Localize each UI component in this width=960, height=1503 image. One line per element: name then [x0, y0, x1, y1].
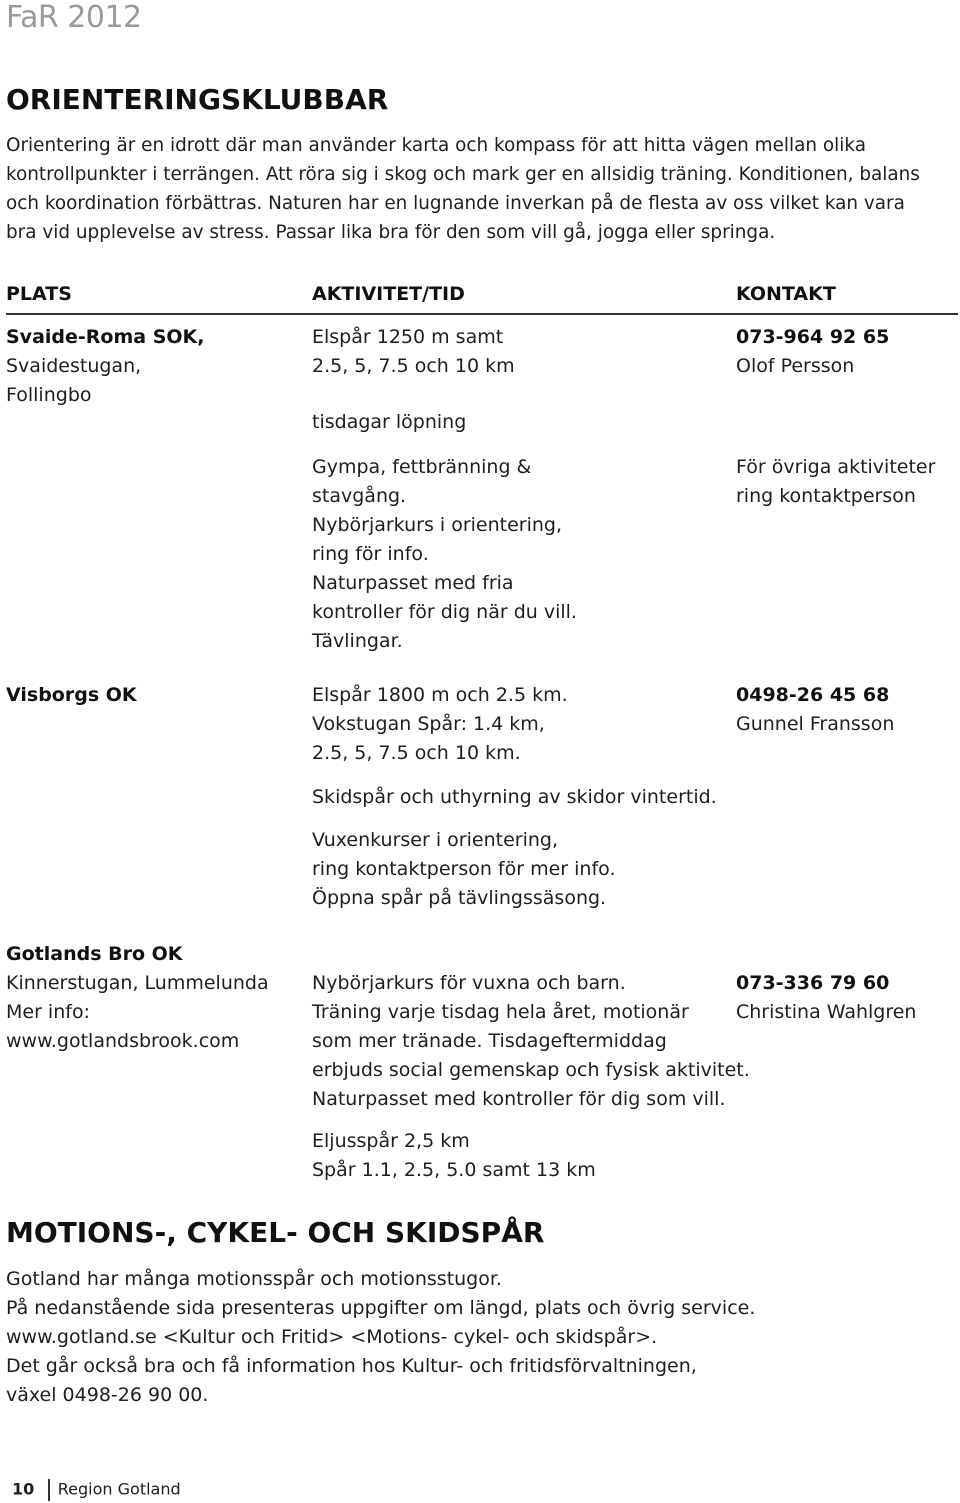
activity-line: Naturpasset med fria [312, 572, 514, 594]
club-contact [736, 969, 916, 1027]
club-place-line: Follingbo [6, 384, 92, 406]
activity-line: erbjuds social gemenskap och fysisk aktivitet. [312, 1059, 750, 1081]
club-place-line: Kinnerstugan, Lummelunda [6, 972, 269, 994]
activity-line: Eljusspår 2,5 km [312, 1130, 470, 1152]
activity-line: som mer tränade. Tisdageftermiddag [312, 1030, 667, 1052]
club-activity-block [312, 783, 717, 812]
footer-publisher: Region Gotland [57, 1479, 181, 1499]
club-activity-block [312, 323, 515, 381]
contact-person: Christina Wahlgren [736, 1001, 917, 1023]
activity-line: ring för info. [312, 543, 429, 565]
paragraph-line: växel 0498-26 90 00. [6, 1384, 209, 1406]
club-place-visborgs [6, 681, 137, 710]
activity-line: Öppna spår på tävlingssäsong. [312, 887, 607, 909]
activity-line: stavgång. [312, 485, 407, 507]
contact-phone: 073-964 92 65 [736, 326, 890, 348]
paragraph-line: Gotland har många motionsspår och motionsstugor. [6, 1268, 502, 1290]
contact-phone: 0498-26 45 68 [736, 684, 890, 706]
activity-line: Nybörjarkurs i orientering, [312, 514, 563, 536]
activity-line: Vuxenkurser i orientering, [312, 829, 558, 851]
activity-line: Gympa, fettbränning & [312, 456, 532, 478]
extra-contact-line: För övriga aktiviteter [736, 456, 936, 478]
club-activity-block [312, 681, 568, 768]
activity-line: 2.5, 5, 7.5 och 10 km [312, 355, 515, 377]
intro-line: och koordination förbättras. Naturen har en lugnande inverkan på de flesta av oss vilket kan vara [6, 193, 905, 214]
page-header-title: FaR 2012 [6, 0, 142, 35]
club-name: Svaide-Roma SOK, [6, 326, 205, 348]
website-link-line[interactable]: www.gotland.se <Kultur och Fritid> <Motions- cykel- och skidspår>. [6, 1326, 658, 1348]
column-header-aktivitet: AKTIVITET/TID [312, 283, 465, 305]
activity-line: 2.5, 5, 7.5 och 10 km. [312, 742, 521, 764]
paragraph-line: Det går också bra och få information hos Kultur- och fritidsförvaltningen, [6, 1355, 697, 1377]
activity-line: Nybörjarkurs för vuxna och barn. [312, 972, 626, 994]
table-header-divider [6, 313, 958, 315]
club-place-line: Mer info: [6, 1001, 90, 1023]
club-place-line: Svaidestugan, [6, 355, 142, 377]
column-header-kontakt: KONTAKT [736, 283, 836, 305]
club-activity-block [312, 969, 750, 1114]
club-activity-block [312, 826, 616, 913]
activity-line: Naturpasset med kontroller för dig som vill. [312, 1088, 726, 1110]
club-contact [736, 681, 894, 739]
activity-line: tisdagar löpning [312, 411, 467, 433]
contact-person: Olof Persson [736, 355, 855, 377]
activity-line: ring kontaktperson för mer info. [312, 858, 616, 880]
motionsspar-paragraph [6, 1265, 956, 1410]
club-activity-block [312, 1127, 596, 1185]
intro-line: kontrollpunkter i terrängen. Att röra sig i skog och mark ger en allsidig träning. Konditionen, balans [6, 164, 920, 185]
intro-line: bra vid upplevelse av stress. Passar lika bra för den som vill gå, jogga eller springa. [6, 222, 776, 243]
club-place-gotlands-bro [6, 940, 269, 1056]
activity-line: Vokstugan Spår: 1.4 km, [312, 713, 545, 735]
activity-line: Tävlingar. [312, 630, 403, 652]
activity-line: Träning varje tisdag hela året, motionär [312, 1001, 689, 1023]
section-heading-orienteringsklubbar: ORIENTERINGSKLUBBAR [6, 83, 389, 116]
club-activity-block [312, 408, 466, 437]
page-number: 10 [12, 1479, 35, 1499]
activity-line: Elspår 1800 m och 2.5 km. [312, 684, 568, 706]
club-name: Visborgs OK [6, 684, 137, 706]
section-heading-motionsspar: MOTIONS-, CYKEL- OCH SKIDSPÅR [6, 1216, 545, 1249]
intro-paragraph [6, 131, 956, 247]
club-extra-contact [736, 453, 935, 511]
contact-phone: 073-336 79 60 [736, 972, 890, 994]
contact-person: Gunnel Fransson [736, 713, 895, 735]
intro-line: Orientering är en idrott där man använder karta och kompass för att hitta vägen mellan olika [6, 135, 866, 156]
club-place-svaide-roma [6, 323, 204, 410]
footer-divider [48, 1479, 50, 1501]
activity-line: Spår 1.1, 2.5, 5.0 samt 13 km [312, 1159, 596, 1181]
club-contact [736, 323, 889, 381]
column-header-plats: PLATS [6, 283, 72, 305]
paragraph-line: På nedanstående sida presenteras uppgifter om längd, plats och övrig service. [6, 1297, 756, 1319]
extra-contact-line: ring kontaktperson [736, 485, 916, 507]
club-website-link[interactable]: www.gotlandsbrook.com [6, 1030, 240, 1052]
club-name: Gotlands Bro OK [6, 943, 183, 965]
activity-line: kontroller för dig när du vill. [312, 601, 577, 623]
page-footer [12, 1479, 181, 1501]
activity-line: Elspår 1250 m samt [312, 326, 504, 348]
club-activity-block [312, 453, 577, 656]
activity-line: Skidspår och uthyrning av skidor vintertid. [312, 786, 717, 808]
